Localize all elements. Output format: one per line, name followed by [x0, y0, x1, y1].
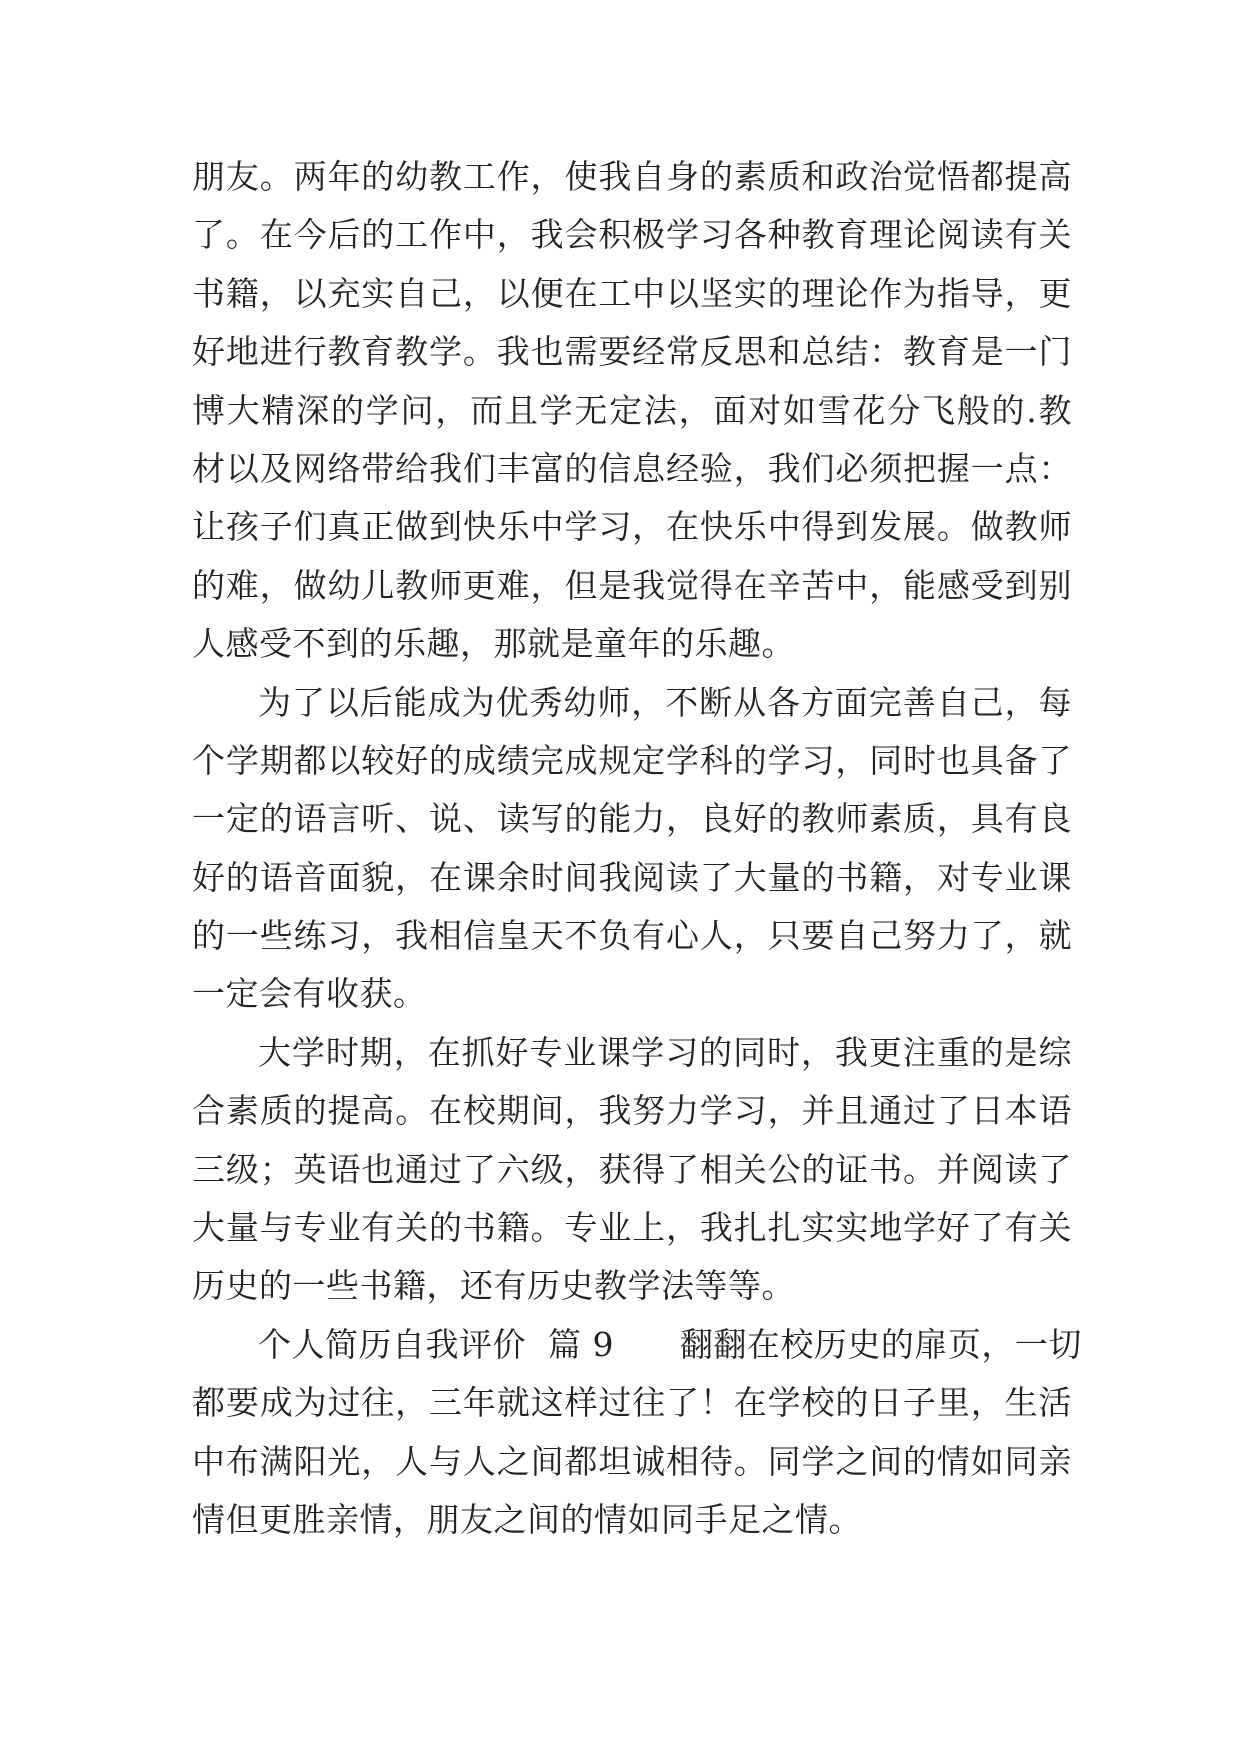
paragraph-2 — [192, 674, 1072, 1024]
text-line: 历史的一些书籍，还有历史教学法等等。 — [192, 1266, 795, 1306]
text-line: 人感受不到的乐趣，那就是童年的乐趣。 — [192, 624, 795, 664]
text-line: 朋友。两年的幼教工作，使我自身的素质和政治觉悟都提高 — [192, 157, 1072, 196]
text-line: 三级；英语也通过了六级，获得了相关公的证书。并阅读了 — [192, 1149, 1072, 1189]
text-line: 中布满阳光，人与人之间都坦诚相待。同学之间的情如同亲 — [192, 1441, 1072, 1481]
text-line: 好的语音面貌，在课余时间我阅读了大量的书籍，对专业课 — [192, 857, 1072, 897]
text-line: 书籍，以充实自己，以便在工中以坚实的理论作为指导，更 — [192, 273, 1072, 313]
text-line: 好地进行教育教学。我也需要经常反思和总结：教育是一门 — [192, 332, 1072, 372]
paragraph-4 — [192, 1316, 1082, 1550]
text-line: 材以及网络带给我们丰富的信息经验，我们必须把握一点： — [192, 448, 1072, 488]
text-line: 的一些练习，我相信皇天不负有心人，只要自己努力了，就 — [192, 916, 1072, 956]
text-line: 一定的语言听、说、读写的能力，良好的教师素质，具有良 — [192, 799, 1072, 839]
paragraph-3 — [192, 1024, 1072, 1316]
text-line: 大量与专业有关的书籍。专业上，我扎扎实实地学好了有关 — [192, 1208, 1072, 1248]
paragraph-1 — [192, 148, 1072, 674]
text-line: 让孩子们真正做到快乐中学习，在快乐中得到发展。做教师 — [192, 507, 1072, 547]
text-line: 一定会有收获。 — [192, 974, 427, 1014]
text-line: 都要成为过往，三年就这样过往了！在学校的日子里，生活 — [192, 1383, 1072, 1423]
text-line: 个学期都以较好的成绩完成规定学科的学习，同时也具备了 — [192, 740, 1072, 780]
document-page — [192, 148, 1082, 1549]
text-line: 情但更胜亲情，朋友之间的情如同手足之情。 — [192, 1499, 862, 1539]
text-line: 合素质的提高。在校期间，我努力学习，并且通过了日本语 — [192, 1091, 1072, 1131]
text-line: 个人简历自我评价 篇 9 翻翻在校历史的扉页，一切 — [258, 1324, 1082, 1364]
text-line: 为了以后能成为优秀幼师，不断从各方面完善自己，每 — [258, 682, 1072, 722]
text-line: 的难，做幼儿教师更难，但是我觉得在辛苦中，能感受到别 — [192, 565, 1072, 605]
text-line: 博大精深的学问，而且学无定法，面对如雪花分飞般的.教 — [192, 390, 1072, 430]
text-line: 大学时期，在抓好专业课学习的同时，我更注重的是综 — [258, 1032, 1072, 1072]
text-line: 了。在今后的工作中，我会积极学习各种教育理论阅读有关 — [192, 215, 1072, 255]
